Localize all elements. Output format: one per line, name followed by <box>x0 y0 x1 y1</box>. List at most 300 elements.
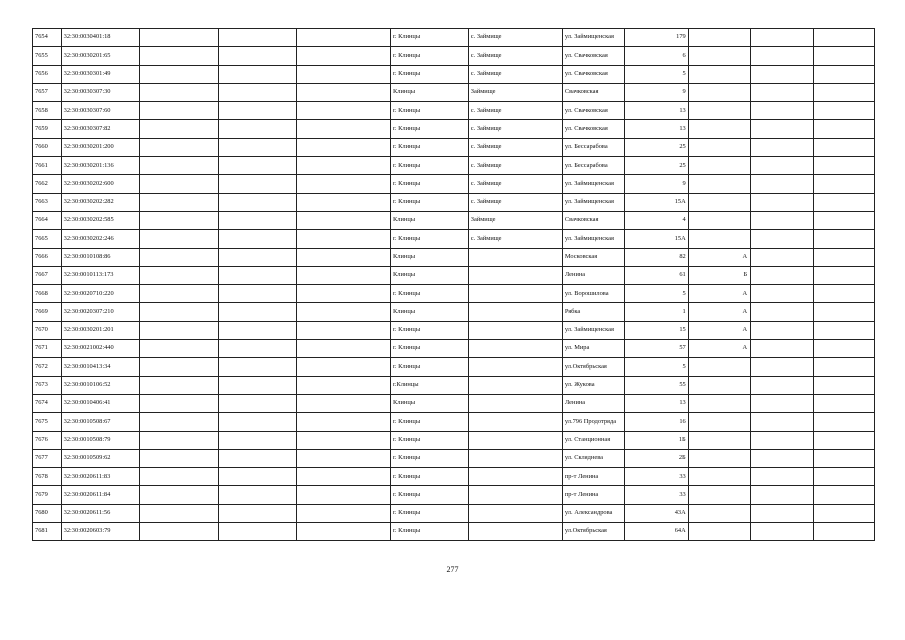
locality-cell <box>468 303 562 321</box>
empty-cell <box>140 230 219 248</box>
row-number-cell: 7660 <box>33 138 62 156</box>
street-cell: Свачковская <box>562 83 624 101</box>
cadastral-number-cell: 32:30:0021002:440 <box>61 340 140 358</box>
table-row <box>33 211 875 229</box>
house-letter-cell <box>688 157 750 175</box>
table-row <box>33 83 875 101</box>
empty-cell <box>296 65 390 83</box>
empty-cell <box>813 321 874 339</box>
row-number-cell: 7669 <box>33 303 62 321</box>
table-row <box>33 138 875 156</box>
street-cell: ул. Скляднева <box>562 449 624 467</box>
empty-cell <box>219 285 297 303</box>
house-number-cell: 179 <box>625 29 688 47</box>
empty-cell <box>219 358 297 376</box>
table-row <box>33 120 875 138</box>
street-cell: ул. Займищенская <box>562 321 624 339</box>
empty-cell <box>140 83 219 101</box>
empty-cell <box>751 285 813 303</box>
empty-cell <box>751 431 813 449</box>
empty-cell <box>140 376 219 394</box>
empty-cell <box>140 175 219 193</box>
house-letter-cell <box>688 394 750 412</box>
house-letter-cell <box>688 504 750 522</box>
empty-cell <box>296 211 390 229</box>
street-cell: Ленина <box>562 266 624 284</box>
table-row <box>33 321 875 339</box>
house-letter-cell <box>688 102 750 120</box>
street-cell: ул. Жукова <box>562 376 624 394</box>
house-number-cell: 64А <box>625 523 688 541</box>
empty-cell <box>751 504 813 522</box>
empty-cell <box>140 138 219 156</box>
empty-cell <box>813 340 874 358</box>
empty-cell <box>296 175 390 193</box>
row-number-cell: 7671 <box>33 340 62 358</box>
locality-cell <box>468 449 562 467</box>
empty-cell <box>296 358 390 376</box>
locality-cell <box>468 248 562 266</box>
house-number-cell: 82 <box>625 248 688 266</box>
cadastral-number-cell: 32:30:0020611:56 <box>61 504 140 522</box>
cadastral-number-cell: 32:30:0020603:79 <box>61 523 140 541</box>
empty-cell <box>296 321 390 339</box>
empty-cell <box>751 248 813 266</box>
table-body <box>33 29 875 541</box>
row-number-cell: 7676 <box>33 431 62 449</box>
street-cell: ул. Бессарабова <box>562 157 624 175</box>
empty-cell <box>813 102 874 120</box>
street-cell: ул. Мира <box>562 340 624 358</box>
city-cell: г. Клинцы <box>391 523 469 541</box>
empty-cell <box>813 413 874 431</box>
street-cell: ул.Октябрьская <box>562 358 624 376</box>
empty-cell <box>140 285 219 303</box>
empty-cell <box>140 413 219 431</box>
house-letter-cell <box>688 175 750 193</box>
locality-cell <box>468 358 562 376</box>
row-number-cell: 7662 <box>33 175 62 193</box>
empty-cell <box>813 65 874 83</box>
locality-cell <box>468 523 562 541</box>
table-row <box>33 157 875 175</box>
city-cell: г. Клинцы <box>391 65 469 83</box>
registry-table <box>32 28 875 541</box>
house-number-cell: 25 <box>625 157 688 175</box>
row-number-cell: 7665 <box>33 230 62 248</box>
city-cell: г. Клинцы <box>391 175 469 193</box>
empty-cell <box>296 83 390 101</box>
row-number-cell: 7658 <box>33 102 62 120</box>
row-number-cell: 7674 <box>33 394 62 412</box>
table-row <box>33 47 875 65</box>
empty-cell <box>813 175 874 193</box>
house-number-cell: 43А <box>625 504 688 522</box>
empty-cell <box>140 303 219 321</box>
empty-cell <box>140 340 219 358</box>
empty-cell <box>140 248 219 266</box>
empty-cell <box>751 303 813 321</box>
cadastral-number-cell: 32:30:0030201:201 <box>61 321 140 339</box>
city-cell: г. Клинцы <box>391 358 469 376</box>
empty-cell <box>813 120 874 138</box>
house-letter-cell <box>688 468 750 486</box>
cadastral-number-cell: 32:30:0030202:600 <box>61 175 140 193</box>
row-number-cell: 7657 <box>33 83 62 101</box>
empty-cell <box>751 65 813 83</box>
house-letter-cell <box>688 47 750 65</box>
city-cell: Клинцы <box>391 266 469 284</box>
empty-cell <box>219 486 297 504</box>
cadastral-number-cell: 32:30:0030301:49 <box>61 65 140 83</box>
empty-cell <box>751 47 813 65</box>
empty-cell <box>751 120 813 138</box>
house-number-cell: 13 <box>625 394 688 412</box>
table-row <box>33 193 875 211</box>
locality-cell: Займище <box>468 83 562 101</box>
empty-cell <box>813 303 874 321</box>
street-cell: ул. Ворошилова <box>562 285 624 303</box>
empty-cell <box>219 230 297 248</box>
row-number-cell: 7670 <box>33 321 62 339</box>
cadastral-number-cell: 32:30:0020307:210 <box>61 303 140 321</box>
house-letter-cell <box>688 120 750 138</box>
locality-cell: с. Займище <box>468 157 562 175</box>
empty-cell <box>219 523 297 541</box>
locality-cell <box>468 413 562 431</box>
row-number-cell: 7667 <box>33 266 62 284</box>
table-row <box>33 285 875 303</box>
city-cell: г. Клинцы <box>391 120 469 138</box>
cadastral-number-cell: 32:30:0030202:282 <box>61 193 140 211</box>
city-cell: г. Клинцы <box>391 47 469 65</box>
row-number-cell: 7673 <box>33 376 62 394</box>
house-number-cell: 2Б <box>625 449 688 467</box>
table-row <box>33 449 875 467</box>
city-cell: г. Клинцы <box>391 468 469 486</box>
cadastral-number-cell: 32:30:0030401:18 <box>61 29 140 47</box>
house-letter-cell <box>688 431 750 449</box>
empty-cell <box>296 376 390 394</box>
street-cell: ул.Октябрьская <box>562 523 624 541</box>
house-letter-cell: А <box>688 340 750 358</box>
table-row <box>33 394 875 412</box>
row-number-cell: 7661 <box>33 157 62 175</box>
empty-cell <box>219 65 297 83</box>
empty-cell <box>296 47 390 65</box>
empty-cell <box>296 431 390 449</box>
table-row <box>33 303 875 321</box>
empty-cell <box>140 358 219 376</box>
empty-cell <box>751 193 813 211</box>
house-number-cell: 6 <box>625 47 688 65</box>
empty-cell <box>751 486 813 504</box>
empty-cell <box>219 157 297 175</box>
empty-cell <box>219 47 297 65</box>
house-letter-cell <box>688 358 750 376</box>
empty-cell <box>296 449 390 467</box>
cadastral-number-cell: 32:30:0020611:84 <box>61 486 140 504</box>
house-number-cell: 25 <box>625 138 688 156</box>
cadastral-number-cell: 32:30:0010413:34 <box>61 358 140 376</box>
house-number-cell: 55 <box>625 376 688 394</box>
house-letter-cell <box>688 83 750 101</box>
empty-cell <box>140 431 219 449</box>
street-cell: ул. Бессарабова <box>562 138 624 156</box>
street-cell: Свачковская <box>562 211 624 229</box>
empty-cell <box>813 157 874 175</box>
empty-cell <box>751 394 813 412</box>
empty-cell <box>751 138 813 156</box>
empty-cell <box>140 102 219 120</box>
empty-cell <box>751 157 813 175</box>
street-cell: ул. Станционная <box>562 431 624 449</box>
empty-cell <box>296 29 390 47</box>
city-cell: г. Клинцы <box>391 285 469 303</box>
empty-cell <box>296 413 390 431</box>
cadastral-number-cell: 32:30:0030201:200 <box>61 138 140 156</box>
street-cell: ул. Свачковская <box>562 102 624 120</box>
empty-cell <box>813 248 874 266</box>
locality-cell <box>468 468 562 486</box>
cadastral-number-cell: 32:30:0030202:246 <box>61 230 140 248</box>
empty-cell <box>751 29 813 47</box>
cadastral-number-cell: 32:30:0020710:220 <box>61 285 140 303</box>
city-cell: г. Клинцы <box>391 230 469 248</box>
empty-cell <box>219 431 297 449</box>
city-cell: г. Клинцы <box>391 413 469 431</box>
empty-cell <box>140 157 219 175</box>
empty-cell <box>219 29 297 47</box>
cadastral-number-cell: 32:30:0010106:52 <box>61 376 140 394</box>
empty-cell <box>813 83 874 101</box>
cadastral-number-cell: 32:30:0030307:60 <box>61 102 140 120</box>
table-row <box>33 102 875 120</box>
empty-cell <box>296 248 390 266</box>
empty-cell <box>296 340 390 358</box>
city-cell: г. Клинцы <box>391 193 469 211</box>
cadastral-number-cell: 32:30:0030202:585 <box>61 211 140 229</box>
empty-cell <box>140 29 219 47</box>
locality-cell: с. Займище <box>468 120 562 138</box>
locality-cell: с. Займище <box>468 175 562 193</box>
empty-cell <box>813 504 874 522</box>
row-number-cell: 7677 <box>33 449 62 467</box>
cadastral-number-cell: 32:30:0010108:86 <box>61 248 140 266</box>
empty-cell <box>140 266 219 284</box>
empty-cell <box>813 449 874 467</box>
empty-cell <box>296 102 390 120</box>
empty-cell <box>296 504 390 522</box>
empty-cell <box>296 468 390 486</box>
empty-cell <box>751 211 813 229</box>
cadastral-number-cell: 32:30:0010509:62 <box>61 449 140 467</box>
empty-cell <box>296 303 390 321</box>
empty-cell <box>813 394 874 412</box>
house-number-cell: 13 <box>625 102 688 120</box>
row-number-cell: 7678 <box>33 468 62 486</box>
house-letter-cell <box>688 376 750 394</box>
empty-cell <box>140 468 219 486</box>
empty-cell <box>140 321 219 339</box>
empty-cell <box>219 83 297 101</box>
row-number-cell: 7668 <box>33 285 62 303</box>
empty-cell <box>751 340 813 358</box>
street-cell: Московская <box>562 248 624 266</box>
house-letter-cell: Б <box>688 266 750 284</box>
empty-cell <box>219 394 297 412</box>
locality-cell <box>468 504 562 522</box>
city-cell: Клинцы <box>391 83 469 101</box>
page-number: 277 <box>446 565 459 574</box>
house-number-cell: 9 <box>625 175 688 193</box>
house-letter-cell <box>688 193 750 211</box>
cadastral-number-cell: 32:30:0030201:136 <box>61 157 140 175</box>
table-row <box>33 486 875 504</box>
empty-cell <box>219 138 297 156</box>
house-letter-cell <box>688 29 750 47</box>
empty-cell <box>813 230 874 248</box>
city-cell: г. Клинцы <box>391 138 469 156</box>
locality-cell <box>468 266 562 284</box>
table-row <box>33 340 875 358</box>
cadastral-number-cell: 32:30:0030307:82 <box>61 120 140 138</box>
city-cell: г. Клинцы <box>391 504 469 522</box>
empty-cell <box>296 230 390 248</box>
empty-cell <box>219 266 297 284</box>
street-cell: ул. Займищенская <box>562 175 624 193</box>
locality-cell: Займище <box>468 211 562 229</box>
empty-cell <box>813 266 874 284</box>
empty-cell <box>813 138 874 156</box>
empty-cell <box>751 523 813 541</box>
empty-cell <box>296 138 390 156</box>
city-cell: г. Клинцы <box>391 321 469 339</box>
table-row <box>33 29 875 47</box>
row-number-cell: 7675 <box>33 413 62 431</box>
empty-cell <box>813 431 874 449</box>
street-cell: пр-т Ленина <box>562 486 624 504</box>
empty-cell <box>140 193 219 211</box>
empty-cell <box>751 376 813 394</box>
empty-cell <box>751 321 813 339</box>
house-number-cell: 57 <box>625 340 688 358</box>
house-number-cell: 4 <box>625 211 688 229</box>
house-number-cell: 33 <box>625 486 688 504</box>
table-row <box>33 468 875 486</box>
street-cell: ул. Свачковская <box>562 47 624 65</box>
row-number-cell: 7659 <box>33 120 62 138</box>
house-letter-cell: А <box>688 248 750 266</box>
row-number-cell: 7664 <box>33 211 62 229</box>
house-number-cell: 16 <box>625 413 688 431</box>
empty-cell <box>296 394 390 412</box>
empty-cell <box>140 211 219 229</box>
cadastral-number-cell: 32:30:0030201:65 <box>61 47 140 65</box>
city-cell: г.Клинцы <box>391 376 469 394</box>
locality-cell: с. Займище <box>468 47 562 65</box>
city-cell: г. Клинцы <box>391 102 469 120</box>
cadastral-number-cell: 32:30:0010508:79 <box>61 431 140 449</box>
house-letter-cell <box>688 449 750 467</box>
table-row <box>33 230 875 248</box>
house-number-cell: 5 <box>625 358 688 376</box>
empty-cell <box>219 413 297 431</box>
house-number-cell: 33 <box>625 468 688 486</box>
empty-cell <box>296 486 390 504</box>
locality-cell: с. Займище <box>468 102 562 120</box>
row-number-cell: 7663 <box>33 193 62 211</box>
city-cell: г. Клинцы <box>391 340 469 358</box>
street-cell: ул. Свачковская <box>562 65 624 83</box>
empty-cell <box>219 449 297 467</box>
empty-cell <box>296 285 390 303</box>
empty-cell <box>219 321 297 339</box>
empty-cell <box>219 376 297 394</box>
city-cell: г. Клинцы <box>391 157 469 175</box>
house-letter-cell <box>688 486 750 504</box>
empty-cell <box>140 486 219 504</box>
empty-cell <box>296 120 390 138</box>
table-row <box>33 266 875 284</box>
house-letter-cell: А <box>688 303 750 321</box>
empty-cell <box>219 175 297 193</box>
house-number-cell: 61 <box>625 266 688 284</box>
empty-cell <box>219 468 297 486</box>
empty-cell <box>751 230 813 248</box>
empty-cell <box>140 523 219 541</box>
house-number-cell: 15А <box>625 193 688 211</box>
locality-cell <box>468 340 562 358</box>
empty-cell <box>140 47 219 65</box>
table-row <box>33 504 875 522</box>
empty-cell <box>751 449 813 467</box>
table-row <box>33 413 875 431</box>
street-cell: ул. Займищенская <box>562 230 624 248</box>
city-cell: г. Клинцы <box>391 431 469 449</box>
empty-cell <box>813 211 874 229</box>
table-row <box>33 358 875 376</box>
empty-cell <box>140 120 219 138</box>
house-number-cell: 15А <box>625 230 688 248</box>
empty-cell <box>751 468 813 486</box>
empty-cell <box>219 211 297 229</box>
empty-cell <box>813 486 874 504</box>
house-number-cell: 13 <box>625 120 688 138</box>
city-cell: г. Клинцы <box>391 486 469 504</box>
street-cell: ул.796 Продотряда <box>562 413 624 431</box>
cadastral-number-cell: 32:30:0030307:30 <box>61 83 140 101</box>
street-cell: Рябка <box>562 303 624 321</box>
table-row <box>33 175 875 193</box>
empty-cell <box>219 120 297 138</box>
empty-cell <box>219 102 297 120</box>
house-number-cell: 5 <box>625 285 688 303</box>
empty-cell <box>296 266 390 284</box>
empty-cell <box>751 413 813 431</box>
table-row <box>33 248 875 266</box>
cadastral-number-cell: 32:30:0010113:173 <box>61 266 140 284</box>
row-number-cell: 7655 <box>33 47 62 65</box>
house-letter-cell <box>688 138 750 156</box>
table-row <box>33 523 875 541</box>
house-letter-cell <box>688 413 750 431</box>
locality-cell: с. Займище <box>468 193 562 211</box>
empty-cell <box>219 504 297 522</box>
empty-cell <box>751 175 813 193</box>
locality-cell: с. Займище <box>468 29 562 47</box>
house-number-cell: 9 <box>625 83 688 101</box>
